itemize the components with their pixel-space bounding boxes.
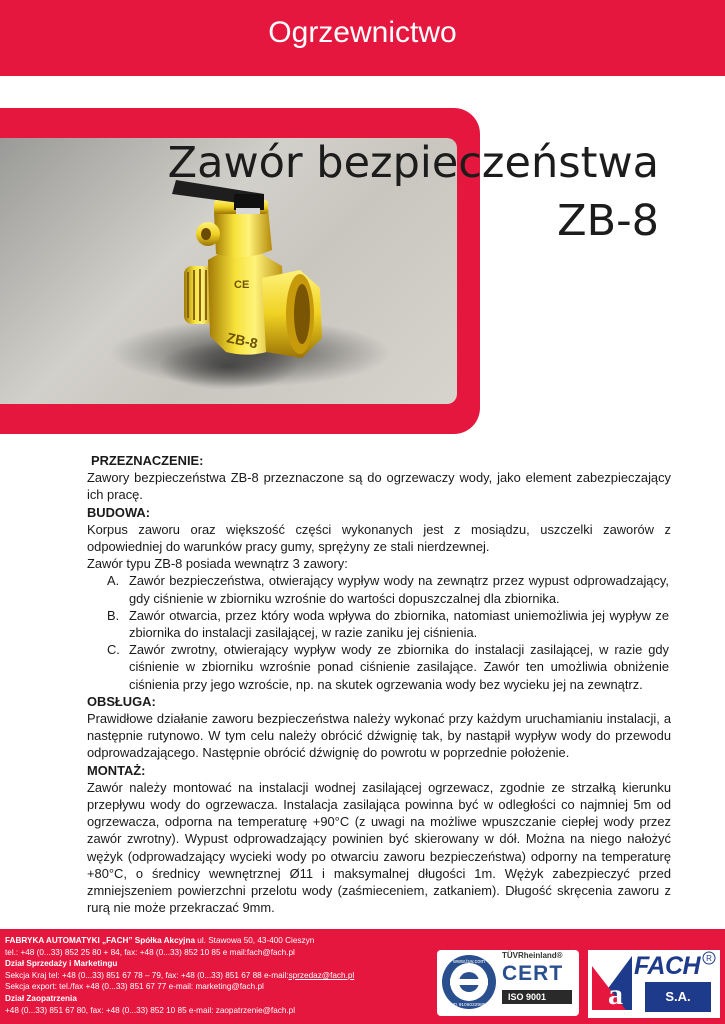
header-band — [0, 0, 725, 76]
footer-contact — [5, 935, 354, 1016]
list-marker: B. — [107, 607, 120, 623]
valve-list — [87, 572, 671, 692]
fach-logo-icon — [592, 956, 632, 1010]
product-title — [168, 134, 659, 250]
company-name: FABRYKA AUTOMATYKI „FACH” Spółka Akcyjna — [5, 936, 195, 945]
list-item — [87, 572, 671, 606]
paragraph-valves-intro: Zawór typu ZB-8 posiada wewnątrz 3 zawory: — [87, 556, 348, 572]
valve-label: ZB-8 — [225, 329, 260, 352]
supply-contact: +48 (0...33) 851 67 80, fax: +48 (0...33) 852 10 85 e-mail: zaopatrzenie@fach.pl — [5, 1005, 296, 1015]
registered-icon — [702, 951, 716, 965]
company-address: ul. Stawowa 50, 43-400 Cieszyn — [197, 936, 315, 945]
paragraph-budowa: Korpus zaworu oraz większość części wykonanych jest z mosiądzu, uszczelki zaworów z odpowiedniej do warunków pracy gumy, sprężyny ze stali nierdzewnej. — [87, 521, 671, 555]
logo-sa: S.A. — [645, 982, 711, 1012]
dept-sales: Dział Sprzedaży i Marketingu — [5, 959, 118, 969]
logo-letter: a — [608, 978, 623, 1010]
company-phone: tel.: +48 (0...33) 852 25 80 + 84, fax: +48 (0...33) 852 10 85 e mail:fach@fach.pl — [5, 947, 295, 957]
product-title-line2: ZB-8 — [557, 196, 659, 246]
list-marker: A. — [107, 573, 120, 589]
description — [87, 452, 671, 916]
product-title-line1: Zawór bezpieczeństwa — [167, 138, 659, 188]
svg-text:R: R — [706, 954, 712, 963]
paragraph-montaz: Zawór należy montować na instalacji wodnej zasilającej ogrzewacz, zgodnie ze strzałką kierunku przepływu wody do ogrzewacza. Instalacja zasilająca powinna być w odległości co najmniej 5m od ogrzewacza, odporna na temperaturę +90°C (z uwagi na możliwe wpuszczanie ciepłej wody przez zawór zwrotny). Wypust odprowadzający powinien być skierowany w dół. Można na niego nałożyć wężyk (odprowadzający wycieki wody po otwarciu zaworu bezpieczeństwa) odporny na temperaturę +80°C, o średnicy wewnętrznej Ø11 i maksymalnej długości 1m. Wężyk zabezpieczyć przed zmniejszeniem powierzchni przelotu wody (zaśmieceniem, zatkaniem). Długość skręcenia zaworu z rurą nie może przekraczać 9mm. — [87, 779, 671, 916]
heading-budowa: BUDOWA: — [87, 504, 151, 520]
tuv-seal-icon — [440, 953, 498, 1011]
cert-iso: ISO 9001 — [502, 990, 572, 1004]
list-item-text: Zawór bezpieczeństwa, otwierający wypływ wody na zewnątrz przez wypust odprowadzający, gdy ciśnienie w zbiorniku wzrośnie do wartości dopuszczalnej dla zbiornika. — [129, 573, 669, 606]
list-item-text: Zawór otwarcia, przez który woda wpływa do zbiornika, natomiast uniemożliwia jej wypływ ze zbiornika do instalacji zasilającej, w razie zaniku jej ciśnienia. — [129, 607, 669, 641]
logo-name: FACH — [634, 952, 701, 980]
heading-obsluga: OBSŁUGA: — [87, 693, 156, 709]
seal-id: ID 9105032985 — [452, 1003, 486, 1008]
paragraph-obsluga: Prawidłowe działanie zaworu bezpieczeństwa należy wykonać przy każdym uruchamianiu instalacji, a następnie rutynowo. W tym celu należy obrócić dźwignię tak, by nastąpił wypływ wody do przewodu odprowadzającego. Następnie obrócić dźwignię do powrotu w poprzednie położenie. — [87, 711, 671, 761]
heading-montaz: MONTAŻ: — [87, 762, 146, 778]
ce-mark: CE — [234, 279, 250, 291]
cert-brand: TÜVRheinland® — [502, 951, 563, 960]
sales-domestic: Sekcja Kraj tel: +48 (0...33) 851 67 78 – 79, fax: +48 (0...33) 851 67 88 e-mail: — [5, 970, 289, 980]
heading-przeznaczenie: PRZEZNACZENIE: — [91, 453, 204, 468]
header-title: Ogrzewnictwo — [268, 16, 457, 49]
sales-export: Sekcja export: tel./fax +48 (0...33) 851 67 77 e-mail: marketing@fach.pl — [5, 982, 264, 992]
list-item — [87, 607, 671, 641]
list-item — [87, 641, 671, 693]
list-marker: C. — [107, 642, 120, 658]
sales-email-link[interactable]: sprzedaz@fach.pl — [288, 970, 355, 980]
paragraph-przeznaczenie: Zawory bezpieczeństwa ZB-8 przeznaczone są do ogrzewaczy wody, jako element zabezpieczający ich pracę. — [87, 470, 671, 503]
seal-url: www.tuv.com — [453, 959, 485, 965]
list-item-text: Zawór zwrotny, otwierający wypływ wody ze zbiornika do instalacji zasilającej, w razie gdy ciśnienie w zbiorniku wzrośnie ponad ciśnienie zasilające. Zawór ten umożliwia obniżenie ciśnienia przy jego wzroście, np. na skutek ogrzewania wody bez wycieku jej na zewnątrz. — [129, 642, 669, 692]
cert-word: CERT — [502, 962, 564, 985]
dept-supply: Dział Zaopatrzenia — [5, 993, 77, 1003]
